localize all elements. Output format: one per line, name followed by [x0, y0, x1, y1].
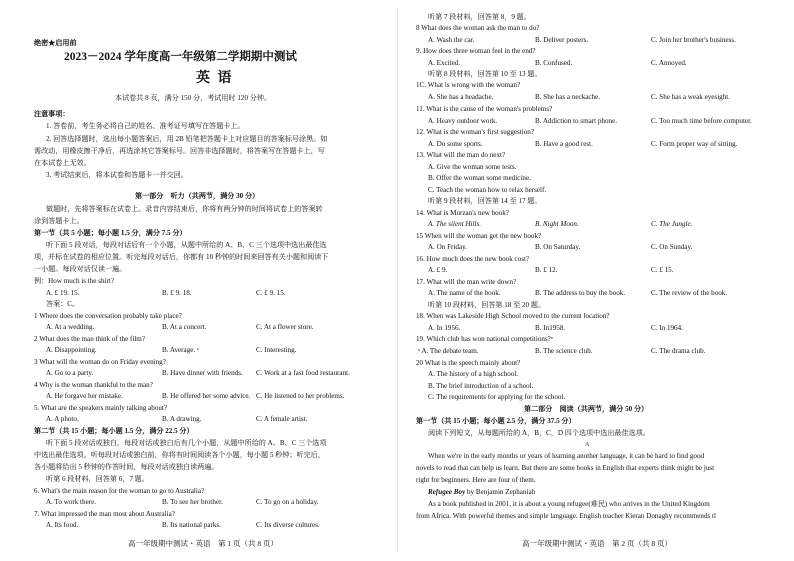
sec2-intro: 听下面 5 段对话或独白，每段对话或独白后有几个小题，从题中所给的 A、B、C 三个选项 — [46, 439, 327, 447]
option-c: C. £ 9. 15. — [256, 289, 286, 297]
page-footer: 高一年级期中测试・英语 第 1 页（共 8 页） — [128, 539, 278, 548]
option-b: B. Deliver posters. — [535, 36, 589, 44]
example-question: 例：How much is the shirt? — [34, 277, 114, 285]
option-c: C. Work at a fast food restaurant. — [256, 369, 350, 377]
option-b: B. She has a neckache. — [535, 93, 601, 101]
option-a: A. The name of the book. — [428, 289, 501, 297]
option-c: C. On Sunday. — [651, 243, 693, 251]
option-a: A. He forgave her mistake. — [46, 392, 123, 400]
option-c: C. The drama club. — [651, 347, 706, 355]
part2-title: 第二部分 阅读（共两节，满分 50 分） — [524, 405, 649, 413]
option-a: A. At a wedding. — [46, 323, 95, 331]
question-text: 6. What's the main reason for the woman to go to Australia? — [34, 487, 205, 495]
option-a: A. A photo. — [46, 415, 79, 423]
sec2-title: 第二节（共 15 小题；每小题 1.5 分，满分 22.5 分） — [34, 427, 194, 435]
material-instruction: 听第 9 段材料，回答第 14 至 17 题。 — [428, 197, 542, 205]
option-c: C. Join her brother's business. — [651, 36, 736, 44]
option-a: A. Excited. — [428, 59, 461, 67]
option-a: A. On Friday. — [428, 243, 467, 251]
passage-line: When we're in the early months or years of learning another language, it can be hard to find good — [428, 452, 705, 460]
option-a: ᵃ A. The debate team. — [418, 347, 479, 355]
material-instruction: 听第 7 段材料，回答第 8，9 题。 — [428, 13, 531, 21]
question-text: 17. What will the man write down? — [416, 278, 517, 286]
option-b: B. On Saturday. — [535, 243, 581, 251]
sec2-intro: 中选出最佳选项。听每段对话或独白前，你将有时间阅读各个小题，每小题 5 秒钟；听完后， — [34, 451, 325, 459]
sec1-title: 第一节（共 5 小题；每小题 1.5 分，满分 7.5 分） — [34, 229, 187, 237]
option-b: B. Its national parks. — [162, 521, 221, 529]
option-b: B. The brief introduction of a school. — [428, 382, 534, 390]
option-a: A. In 1956. — [428, 324, 461, 332]
option-b: B. The science club. — [535, 347, 593, 355]
option-b: B. Have a good rest. — [535, 140, 593, 148]
option-c: C. The Jungle. — [651, 220, 693, 228]
passage-line: As a book published in 2001, it is about a young refugee(难民) who arrives in the United Kingdom — [428, 500, 710, 508]
question-text: 20 What is the speech mainly about? — [416, 359, 521, 367]
option-b: B. £ 9. 18. — [162, 289, 192, 297]
option-b: B. £ 12. — [535, 266, 558, 274]
part1-intro: 涂到答题卡上。 — [34, 217, 84, 225]
book-title: Refugee Boy — [428, 488, 466, 496]
notes-title: 注意事项： — [34, 110, 70, 118]
part2-sec1-title: 第一节（共 15 小题；每小题 2.5 分，满分 37.5 分） — [416, 417, 576, 425]
option-b: B. To see her brother. — [162, 498, 223, 506]
question-text: 2 What does the man think of the film? — [34, 335, 145, 343]
part2-intro: 阅读下列短文，从每题所给的 A，B，C，D 四个选项中选出最佳选项。 — [428, 429, 650, 437]
option-b: B. A drawing. — [162, 415, 202, 423]
question-text: 16. How much does the new book cost? — [416, 255, 530, 263]
option-b: B. Average. ᵃ — [162, 346, 199, 354]
option-c: C. £ 15. — [651, 266, 674, 274]
option-a: A. Disappointing. — [46, 346, 97, 354]
option-a: A. Wash the car. — [428, 36, 475, 44]
question-text: 12. What is the woman's first suggestion? — [416, 128, 534, 136]
part1-title: 第一部分 听力（共两节，满分 30 分） — [135, 192, 260, 200]
part1-intro: 做题时，先将答案标在试卷上。录音内容结束后，你将有两分钟的时间将试卷上的答案转 — [46, 205, 323, 213]
page-footer: 高一年级期中测试・英语 第 2 页（共 8 页） — [522, 539, 672, 548]
sec1-intro: 一小题。每段对话仅读一遍。 — [34, 265, 127, 273]
example-answer: 答案：C。 — [46, 300, 80, 308]
note-line: 3. 考试结束后，将本试卷和答题卡一并交回。 — [46, 171, 188, 179]
option-b: B. The address to buy the book. — [535, 289, 626, 297]
material-instruction: 听第 6 段材料，回答第 6，7 题。 — [46, 475, 149, 483]
book-author: by Benjamin Zephaniah — [465, 488, 536, 496]
option-a: A. To work there. — [46, 498, 97, 506]
question-text: 7. What impressed the man most about Australia? — [34, 510, 175, 518]
passage-letter: A — [585, 442, 590, 448]
exam-title: 2023－2024 学年度高一年级第二学期期中测试 — [64, 51, 297, 63]
option-a: A. The silent Hills. — [428, 220, 482, 228]
option-b: B. He offered her some advice. — [162, 392, 251, 400]
question-text: 1 Where does the conversation probably take place? — [34, 312, 182, 320]
option-c: C. In 1964. — [651, 324, 683, 332]
option-c: C. The review of the book. — [651, 289, 728, 297]
option-c: C. Its diverse cultures. — [256, 521, 320, 529]
option-c: C. At a flower store. — [256, 323, 314, 331]
question-text: 4 Why is the woman thankful to the man? — [34, 381, 153, 389]
option-a: A. She has a headache. — [428, 93, 494, 101]
question-text: 11. What is the cause of the woman's problems? — [416, 105, 553, 113]
sec1-intro: 项，并标在试卷的相应位置。听完每段对话后，你都有 10 秒钟的时间来回答有关小题和阅读下 — [34, 253, 329, 261]
question-text: 18. When was Lakeside High School moved to the current location? — [416, 312, 610, 320]
material-instruction: 听第 8 段材料，回答第 10 至 13 题。 — [428, 70, 542, 78]
sec1-intro: 听下面 5 段对话，每段对话后有一个小题，从题中所给的 A、B、C 三个选项中选出最佳选 — [46, 241, 327, 249]
option-c: C. Too much time before computer. — [651, 117, 752, 125]
option-a: A. £ 9. — [428, 266, 448, 274]
option-c: C. Teach the woman how to relax herself. — [428, 186, 547, 194]
question-text: 15 When will the woman get the new book? — [416, 232, 542, 240]
note-line: 需改动，用橡皮擦干净后，再选涂其它答案标号。回答非选择题时，将答案写在答题卡上，写 — [34, 147, 325, 155]
question-text: 13. What will the man do next? — [416, 151, 506, 159]
option-b: B. In1958. — [535, 324, 566, 332]
option-a: A. Heavy outdoor work. — [428, 117, 498, 125]
question-text: 1C. What is wrong with the woman? — [416, 81, 521, 89]
option-c: C. Annoyed. — [651, 59, 687, 67]
book-heading — [428, 489, 535, 496]
sec2-intro: 各小题将给出 5 秒钟的作答时间，每段对话或独白读两遍。 — [34, 463, 219, 471]
option-b: B. Night Moon. — [535, 220, 579, 228]
question-text: 9. How does three woman feel in the end? — [416, 47, 536, 55]
option-c: C. Form proper way of sitting. — [651, 140, 738, 148]
note-line: 在本试卷上无效。 — [34, 159, 91, 167]
option-c: C. The requirements for applying for the school. — [428, 393, 566, 401]
option-b: B. Addiction to smart phone. — [535, 117, 617, 125]
question-text: 5. What are the speakers mainly talking about? — [34, 404, 168, 412]
question-text: 19. Which club has won national competitions?ᵃ — [416, 335, 553, 343]
option-c: C. He listened to her problems. — [256, 392, 345, 400]
option-a: A. Its food. — [46, 521, 79, 529]
option-b: B. Confused. — [535, 59, 573, 67]
option-a: A. Do some sports. — [428, 140, 483, 148]
option-b: B. Offer the woman some medicine. — [428, 174, 531, 182]
note-line: 2. 回答选择题时，选出每小题答案后，用 2B 铅笔把答题卡上对应题目的答案标号涂黑。如 — [46, 135, 328, 143]
option-b: B. At a concert. — [162, 323, 207, 331]
material-instruction: 听第 10 段材料，回答第 18 至 20 题。 — [428, 301, 546, 309]
option-c: C. To go on a holiday. — [256, 498, 319, 506]
page-divider — [397, 8, 398, 553]
passage-line: right for beginners. Here are four of them. — [416, 476, 536, 484]
exam-info: 本试卷共 8 页，满分 150 分，考试用时 120 分钟。 — [115, 94, 272, 102]
option-b: B. Have dinner with friends. — [162, 369, 243, 377]
secret-label: 绝密★启用前 — [34, 39, 77, 47]
passage-line: from Africa. With powerful themes and simple language. English teacher Kieran Donaghy recommends tl — [416, 512, 716, 520]
option-a: A. Give the woman some tests. — [428, 163, 517, 171]
question-text: 14. What is Morzan's new book? — [416, 209, 509, 217]
passage-line: novels to read that can help us learn. But there are some books in English that experts think might be just — [416, 464, 715, 472]
option-a: A. Go to a party. — [46, 369, 94, 377]
question-text: 3 What will the woman do on Friday evening? — [34, 358, 166, 366]
option-c: C. Interesting. — [256, 346, 297, 354]
question-text: 8 What does the woman ask the man to do? — [416, 24, 540, 32]
option-c: C. A female artist. — [256, 415, 308, 423]
option-a: A. £ 19. 15. — [46, 289, 80, 297]
note-line: 1. 答卷前，考生务必将自己的姓名、准考证号填写在答题卡上。 — [46, 122, 245, 130]
subject-title: 英 语 — [196, 71, 234, 86]
option-c: C. She has a weak eyesight. — [651, 93, 730, 101]
option-a: A. The history of a high school. — [428, 370, 519, 378]
